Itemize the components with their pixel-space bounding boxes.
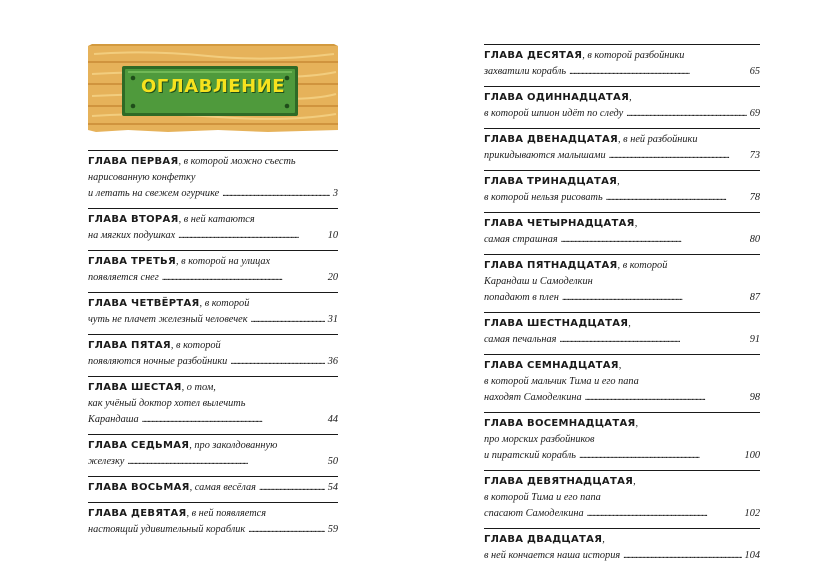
toc-entry-line: [484, 448, 760, 464]
toc-entry-line: [88, 338, 338, 354]
chapter-heading: ГЛАВА ДВЕНАДЦАТАЯ: [484, 134, 619, 145]
page-number: 87: [749, 292, 760, 303]
chapter-description: Карандаш и Самоделкин: [484, 276, 593, 287]
chapter-description: про морских разбойников: [484, 434, 595, 445]
toc-entry-line: [484, 316, 760, 332]
chapter-description: прикидываются малышами: [484, 150, 606, 161]
toc-entry-line: [484, 490, 760, 506]
chapter-heading: ГЛАВА ВОСЕМНАДЦАТАЯ: [484, 418, 636, 429]
chapter-heading: ГЛАВА ПЯТНАДЦАТАЯ: [484, 260, 618, 271]
chapter-heading: ГЛАВА ТРЕТЬЯ: [88, 256, 176, 267]
chapter-description: как учёный доктор хотел вылечить: [88, 398, 246, 409]
chapter-description: появляются ночные разбойники: [88, 356, 228, 367]
dot-leader: [127, 454, 324, 470]
toc-entry-line: [88, 438, 338, 454]
chapter-description: находят Самоделкина: [484, 392, 582, 403]
toc-entry-line: [484, 106, 760, 122]
chapter-description: появляется снег: [88, 272, 159, 283]
title-banner: [88, 44, 338, 132]
chapter-description: ,: [602, 534, 605, 545]
chapter-heading: ГЛАВА ТРИНАДЦАТАЯ: [484, 176, 618, 187]
chapter-description: , в которой можно съесть: [178, 156, 296, 167]
toc-entry[interactable]: [88, 476, 338, 496]
toc-entry-line: [88, 170, 338, 186]
toc-entry-line: [88, 270, 338, 286]
chapter-description: , в которой: [617, 260, 668, 271]
toc-entry-line: [88, 296, 338, 312]
toc-entry-line: [484, 432, 760, 448]
toc-entry-line: [484, 332, 760, 348]
page-number: 69: [749, 108, 760, 119]
chapter-description: настоящий удивительный кораблик: [88, 524, 246, 535]
chapter-description: Карандаша: [88, 414, 139, 425]
toc-entry[interactable]: [484, 470, 760, 522]
toc-entry-line: [88, 154, 338, 170]
toc-entry-line: [484, 274, 760, 290]
dot-leader: [609, 148, 747, 164]
page-number: 80: [749, 234, 760, 245]
chapter-description: захватили корабль: [484, 66, 567, 77]
chapter-description: попадают в плен: [484, 292, 559, 303]
toc-entry-line: [88, 506, 338, 522]
toc-entry-line: [484, 416, 760, 432]
chapter-heading: ГЛАВА ШЕСТНАДЦАТАЯ: [484, 318, 629, 329]
page-number: 50: [327, 456, 338, 467]
dot-leader: [162, 270, 325, 286]
page-number: 44: [327, 414, 338, 425]
toc-entry-line: [484, 190, 760, 206]
toc-entry-line: [88, 380, 338, 396]
page-number: 104: [744, 550, 760, 561]
chapter-heading: ГЛАВА ДЕВЯТНАДЦАТАЯ: [484, 476, 634, 487]
toc-entry-line: [484, 506, 760, 522]
page-title: ОГЛАВЛЕНИЕ: [140, 76, 286, 97]
chapter-description: чуть не плачет железный человечек: [88, 314, 248, 325]
page-number: 91: [749, 334, 760, 345]
toc-entry-line: [484, 548, 760, 564]
chapter-heading: ГЛАВА ВТОРАЯ: [88, 214, 179, 225]
toc-entry-line: [88, 480, 338, 496]
toc-entry[interactable]: [484, 312, 760, 348]
chapter-description: , в которой: [170, 340, 221, 351]
dot-leader: [251, 312, 325, 328]
chapter-description: в которой шпион идёт по следу: [484, 108, 624, 119]
toc-entry-line: [484, 90, 760, 106]
chapter-description: на мягких подушках: [88, 230, 176, 241]
page-number: 59: [327, 524, 338, 535]
chapter-description: в которой Тима и его папа: [484, 492, 601, 503]
toc-entry-line: [88, 312, 338, 328]
chapter-heading: ГЛАВА ЧЕТЫРНАДЦАТАЯ: [484, 218, 635, 229]
chapter-description: , в ней появляется: [186, 508, 266, 519]
chapter-heading: ГЛАВА ДЕВЯТАЯ: [88, 508, 187, 519]
chapter-description: самая печальная: [484, 334, 557, 345]
chapter-description: ,: [633, 476, 636, 487]
toc-entry-line: [484, 532, 760, 548]
dot-leader: [562, 290, 747, 306]
chapter-description: ,: [635, 418, 639, 429]
chapter-description: , про заколдованную: [189, 440, 278, 451]
toc-left-column: [88, 150, 338, 544]
chapter-heading: ГЛАВА ПЕРВАЯ: [88, 156, 179, 167]
chapter-description: , в которой на улицах: [176, 256, 271, 267]
toc-entry-line: [484, 148, 760, 164]
toc-entry-line: [88, 412, 338, 428]
toc-entry[interactable]: [484, 128, 760, 164]
chapter-heading: ГЛАВА ШЕСТАЯ: [88, 382, 182, 393]
dot-leader: [569, 64, 747, 80]
page-number: 78: [749, 192, 760, 203]
chapter-description: ,: [617, 176, 620, 187]
chapter-description: ,: [628, 318, 631, 329]
chapter-heading: ГЛАВА ЧЕТВЁРТАЯ: [88, 298, 200, 309]
toc-entry[interactable]: [484, 412, 760, 464]
toc-entry-line: [484, 132, 760, 148]
toc-entry-line: [484, 290, 760, 306]
toc-entry[interactable]: [88, 376, 338, 428]
toc-entry[interactable]: [88, 502, 338, 538]
chapter-description: и летать на свежем огурчике: [88, 188, 220, 199]
chapter-heading: ГЛАВА ВОСЬМАЯ: [88, 482, 190, 493]
toc-entry[interactable]: [484, 44, 760, 80]
toc-entry-line: [484, 174, 760, 190]
page-number: 73: [749, 150, 760, 161]
toc-entry-line: [88, 522, 338, 538]
toc-entry[interactable]: [88, 150, 338, 202]
toc-entry[interactable]: [88, 208, 338, 244]
toc-entry-line: [484, 474, 760, 490]
page-number: 100: [744, 450, 760, 461]
toc-entry-line: [484, 216, 760, 232]
dot-leader: [259, 480, 325, 496]
chapter-description: нарисованную конфетку: [88, 172, 196, 183]
chapter-heading: ГЛАВА ДЕСЯТАЯ: [484, 50, 583, 61]
toc-entry-line: [88, 454, 338, 470]
chapter-description: спасают Самоделкина: [484, 508, 584, 519]
toc-entry[interactable]: [484, 212, 760, 248]
dot-leader: [623, 548, 741, 564]
toc-entry-line: [484, 390, 760, 406]
dot-leader: [230, 354, 324, 370]
chapter-description: в которой нельзя рисовать: [484, 192, 603, 203]
toc-entry[interactable]: [484, 86, 760, 122]
toc-entry-line: [88, 254, 338, 270]
chapter-description: в которой мальчик Тима и его папа: [484, 376, 639, 387]
toc-entry[interactable]: [484, 528, 760, 564]
chapter-heading: ГЛАВА ДВАДЦАТАЯ: [484, 534, 603, 545]
toc-entry-line: [88, 396, 338, 412]
chapter-description: в ней кончается наша история: [484, 550, 621, 561]
dot-leader: [579, 448, 742, 464]
dot-leader: [142, 412, 325, 428]
chapter-description: , самая весёлая: [189, 482, 256, 493]
dot-leader: [606, 190, 747, 206]
dot-leader: [248, 522, 325, 538]
chapter-heading: ГЛАВА ОДИННАДЦАТАЯ: [484, 92, 630, 103]
page-number: 102: [744, 508, 760, 519]
chapter-description: , о том,: [181, 382, 216, 393]
page-number: 10: [327, 230, 338, 241]
dot-leader: [178, 228, 325, 244]
dot-leader: [587, 506, 742, 522]
page-number: 98: [749, 392, 760, 403]
chapter-description: железку: [88, 456, 125, 467]
dot-leader: [585, 390, 747, 406]
page-number: 65: [749, 66, 760, 77]
toc-entry-line: [88, 354, 338, 370]
toc-entry-line: [484, 48, 760, 64]
toc-entry-line: [484, 258, 760, 274]
chapter-heading: ГЛАВА СЕДЬМАЯ: [88, 440, 190, 451]
chapter-description: ,: [618, 360, 622, 371]
toc-entry[interactable]: [88, 292, 338, 328]
page-number: 3: [332, 188, 338, 199]
toc-entry[interactable]: [88, 334, 338, 370]
chapter-description: , в ней разбойники: [618, 134, 698, 145]
toc-entry-line: [484, 358, 760, 374]
toc-entry-line: [484, 374, 760, 390]
toc-entry-line: [484, 232, 760, 248]
toc-entry[interactable]: [484, 354, 760, 406]
chapter-heading: ГЛАВА СЕМНАДЦАТАЯ: [484, 360, 619, 371]
chapter-description: и пиратский корабль: [484, 450, 576, 461]
chapter-description: ,: [629, 92, 632, 103]
toc-entry-line: [484, 64, 760, 80]
toc-entry-line: [88, 186, 338, 202]
chapter-description: , в которой: [199, 298, 250, 309]
page-number: 54: [327, 482, 338, 493]
toc-entry[interactable]: [484, 170, 760, 206]
chapter-heading: ГЛАВА ПЯТАЯ: [88, 340, 171, 351]
chapter-description: , в ней катаются: [178, 214, 255, 225]
chapter-description: ,: [634, 218, 638, 229]
chapter-description: , в которой разбойники: [582, 50, 685, 61]
toc-entry-line: [88, 212, 338, 228]
toc-entry[interactable]: [88, 250, 338, 286]
toc-entry[interactable]: [88, 434, 338, 470]
page-number: 20: [327, 272, 338, 283]
dot-leader: [222, 186, 330, 202]
toc-entry-line: [88, 228, 338, 244]
dot-leader: [626, 106, 746, 122]
dot-leader: [559, 332, 746, 348]
toc-right-column: [484, 44, 760, 570]
chapter-description: самая страшная: [484, 234, 558, 245]
page-number: 36: [327, 356, 338, 367]
dot-leader: [561, 232, 747, 248]
page-number: 31: [327, 314, 338, 325]
toc-entry[interactable]: [484, 254, 760, 306]
